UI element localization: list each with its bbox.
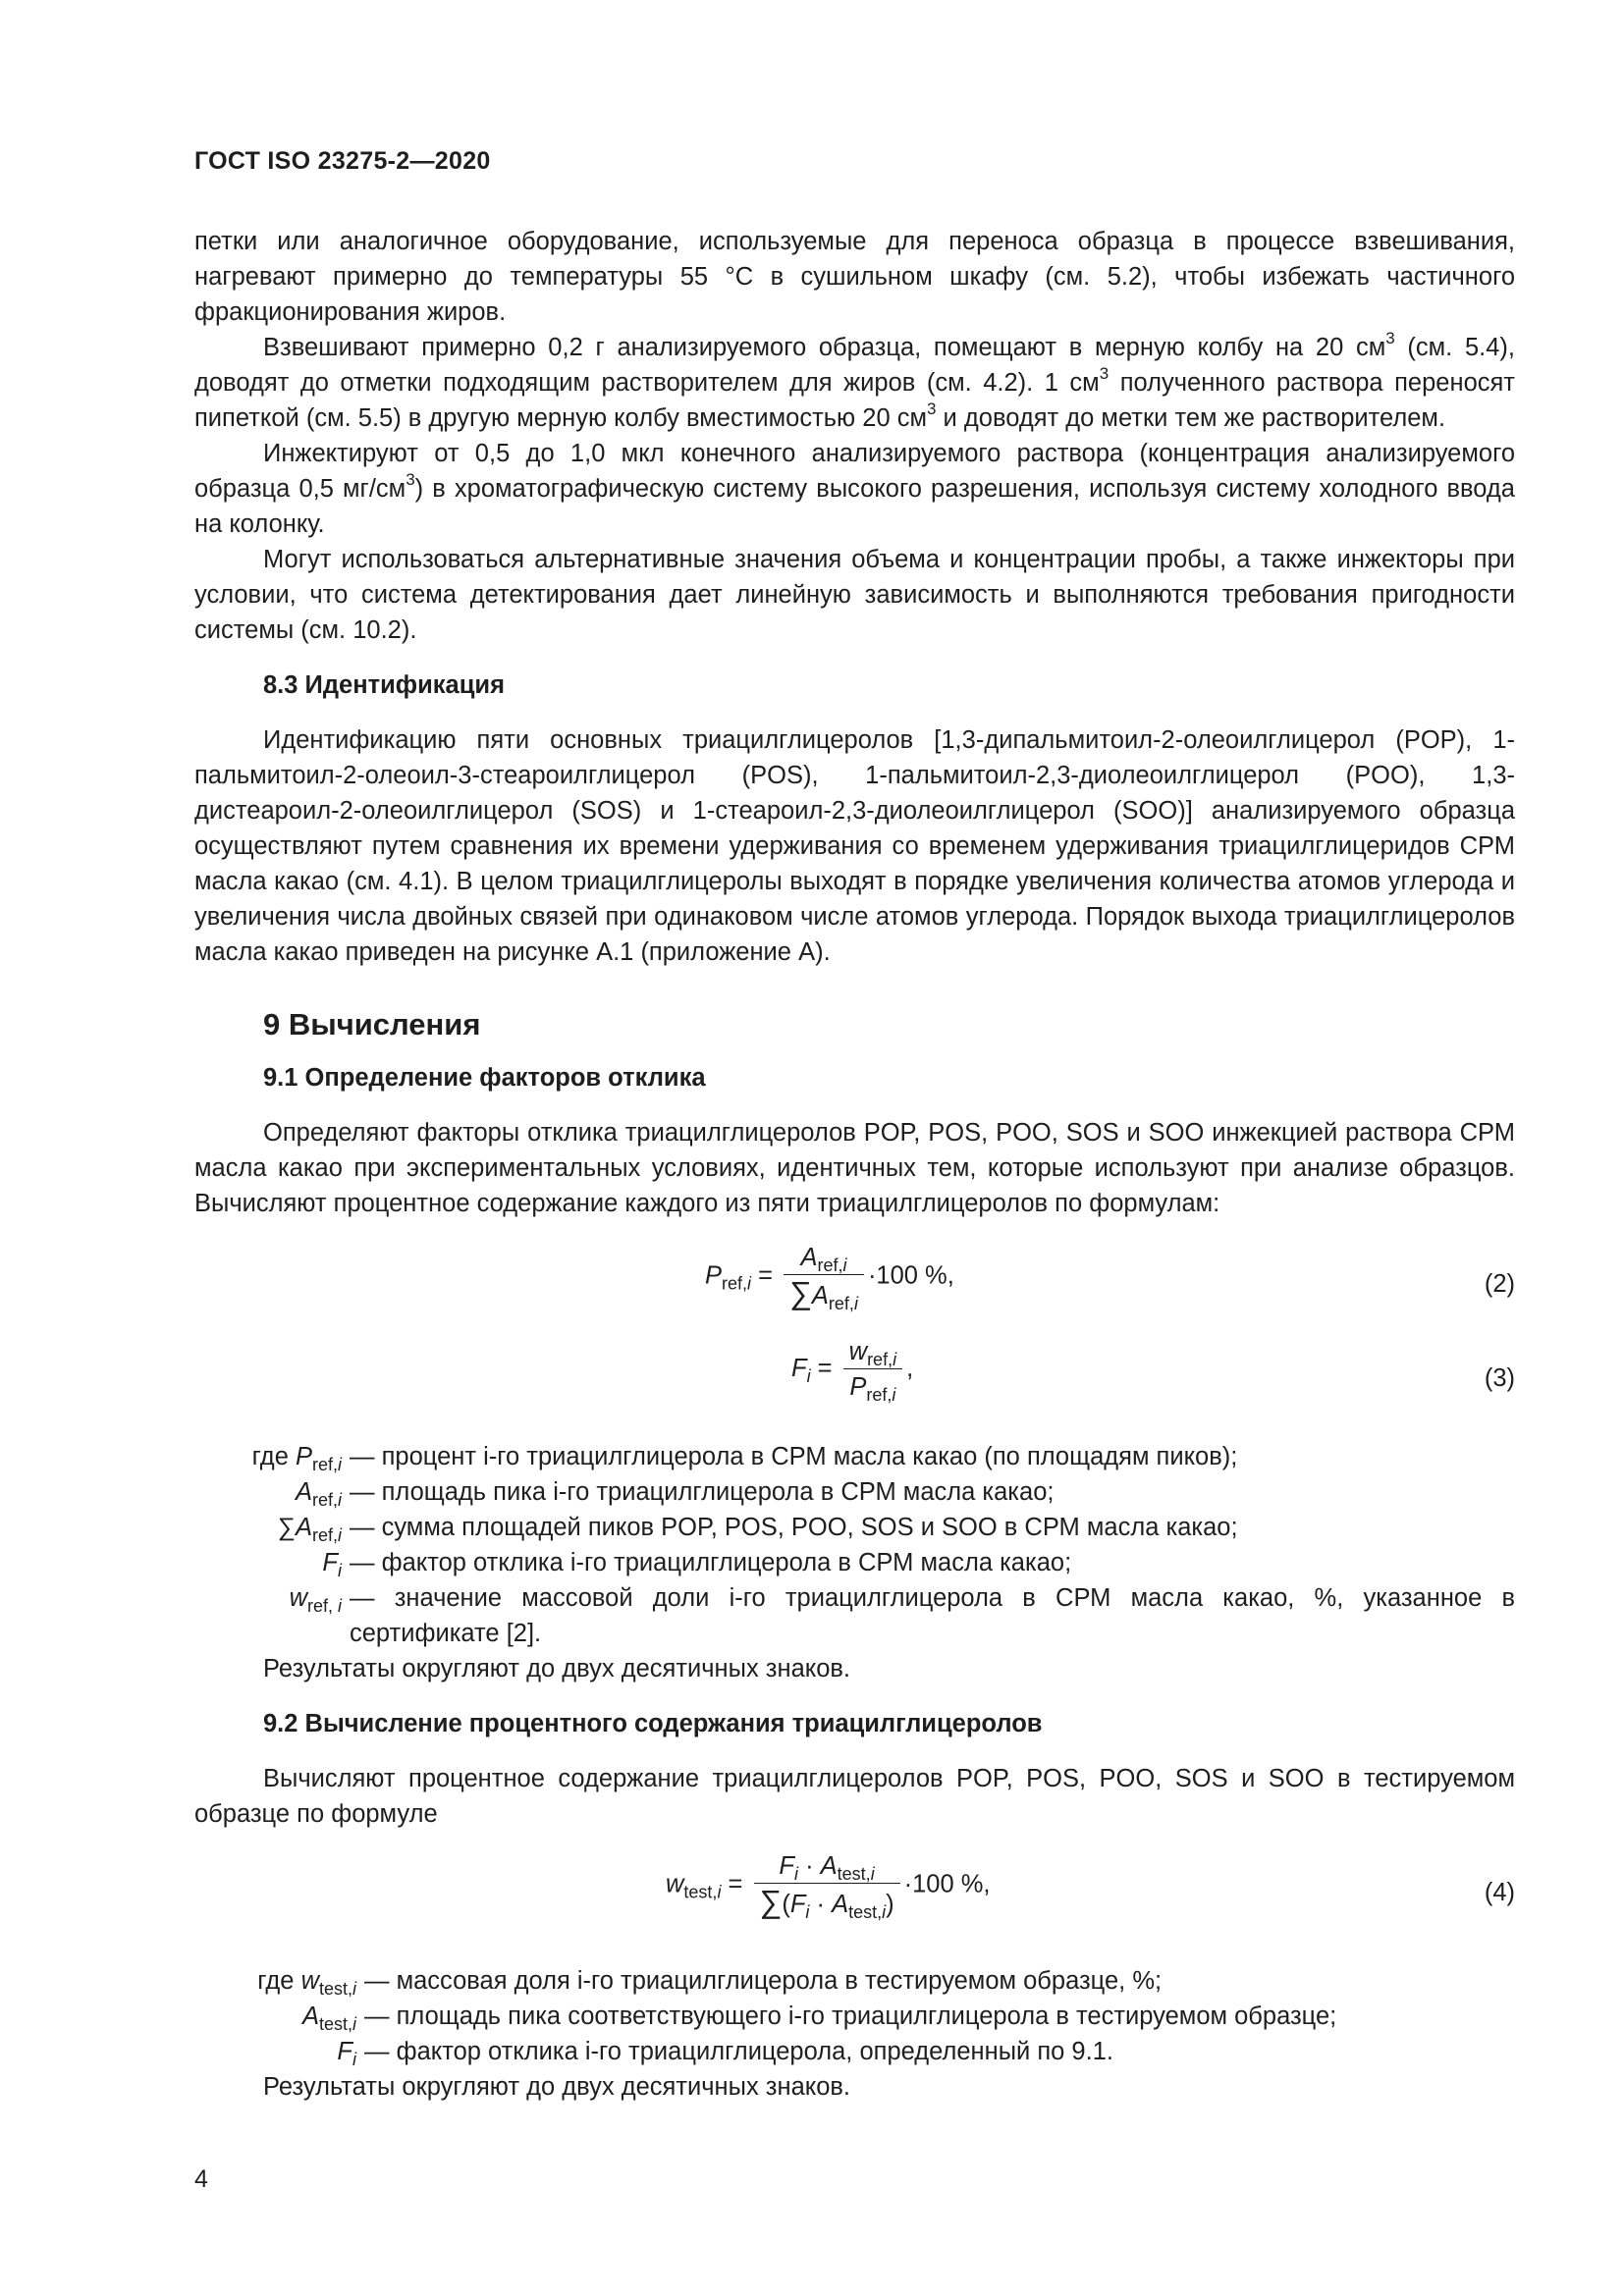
document-header: ГОСТ ISO 23275-2—2020 <box>194 147 491 175</box>
paragraph: Идентификацию пяти основных триацилглицеролов [1,3-дипальмитоил-2-олеоилглицерол (POP), 1-пальмитоил-2-олеоил-3-стеароилглицерол (POS), 1-пальмитоил-2,3-диолеоилглицерол (POO), 1,3-дистеароил-2-олеоилглицерол (SOS) и 1-стеароил-2,3-диолеоилглицерол (SOO)] анализируемого образца осуществляют путем сравнения их времени удерживания со временем удерживания триацилглицеридов СРМ масла какао (см. 4.1). В целом триацилглицеролы выходят в порядке увеличения количества атомов углерода и увеличения числа двойных связей при одинаковом числе атомов углерода. Порядок выхода триацилглицеролов масла какао приведен на рисунке А.1 (приложение А). <box>194 726 1515 966</box>
paragraph: Инжектируют от 0,5 до 1,0 мкл конечного анализируемого раствора (концентрация анализируемого образца 0,5 $мг/см^3$) в хроматографическую систему высокого разрешения, используя систему холодного ввода на колонку. <box>194 440 1515 538</box>
paragraph: петки или аналогичное оборудование, используемые для переноса образца в процессе взвешивания, нагревают примерно до температуры 55 °С в сушильном шкафу (см. 5.2), чтобы избежать частичного фракционирования жиров. <box>194 228 1515 326</box>
equation-number: (3) <box>1484 1364 1515 1392</box>
definitions-list-1: где $P_{ref,i}$ — процент i-го триацилглицерола в СРМ масла какао (по площадям пиков); $A_{ref,i}$ — площадь пика i-го триацилглицерола в СРМ масла какао; $\sum A_{ref,i}$ — сумма площадей пиков POP, POS, POO, SOS и SOO в СРМ масла какао; $F_i$ — фактор отклика i-го триацилглицерола в СРМ масла какао; $w_{ref, i}$ — значение массовой доли i-го триацилглицерола в СРМ масла какао, %, указанное в сертификате [2]. <box>251 1443 1515 1647</box>
formula-3: $F_i$ = $\frac{w_{ref,i}}{P_{ref,i}}$ , (3) <box>791 1338 1515 1405</box>
paragraph: Результаты округляют до двух десятичных знаков. <box>263 1655 851 1682</box>
paragraph: Вычисляют процентное содержание триацилглицеролов POP, POS, POO, SOS и SOO в тестируемом образце по формуле <box>194 1765 1515 1828</box>
definitions-list-2: где $w_{test,i}$ — массовая доля i-го триацилглицерола в тестируемом образце, %; $A_{test,i}$ — площадь пика соответствующего i-го триацилглицерола в тестируемом образце; $F_i$ — фактор отклика i-го триацилглицерола, определенный по 9.1. <box>257 1967 1337 2069</box>
equation-number: (2) <box>1484 1270 1515 1298</box>
chapter-heading-9: 9 Вычисления <box>263 1007 481 1041</box>
paragraph: Могут использоваться альтернативные значения объема и концентрации пробы, а также инжекторы при условии, что система детектирования дает линейную зависимость и выполняются требования пригодности системы (см. 10.2). <box>194 546 1515 644</box>
section-heading-9-2: 9.2 Вычисление процентного содержания триацилглицеролов <box>263 1710 1043 1737</box>
formula-2: $P_{ref,i}$ = $\frac{A_{ref,i}}{\sum A_{ref,i}}$ ·100 %, (2) <box>705 1244 1515 1313</box>
paragraph: Результаты округляют до двух десятичных знаков. <box>263 2073 851 2101</box>
section-heading-8-3: 8.3 Идентификация <box>263 671 505 699</box>
equation-number: (4) <box>1484 1879 1515 1906</box>
paragraph: Взвешивают примерно 0,2 г анализируемого образца, помещают в мерную колбу на 20 $см^3$ (см. 5.4), доводят до отметки подходящим растворителем для жиров (см. 4.2). 1 $см^3$ полученного раствора переносят пипеткой (см. 5.5) в другую мерную колбу вместимостью 20 $см^3$ и доводят до метки тем же растворителем. <box>194 329 1515 432</box>
paragraph: Определяют факторы отклика триацилглицеролов POP, POS, POO, SOS и SOO инжекцией раствора СРМ масла какао при экспериментальных условиях, идентичных тем, которые используют при анализе образцов. Вычисляют процентное содержание каждого из пяти триацилглицеролов по формулам: <box>194 1119 1515 1217</box>
page-content <box>194 224 1515 2105</box>
page-number: 4 <box>194 2165 208 2193</box>
section-heading-9-1: 9.1 Определение факторов отклика <box>263 1064 706 1092</box>
formula-4: $w_{test,i}$ = $\frac{F_i \cdot A_{test,i}}{\sum(F_i \cdot A_{test,i})}$ ·100 %, (4) <box>666 1852 1515 1922</box>
